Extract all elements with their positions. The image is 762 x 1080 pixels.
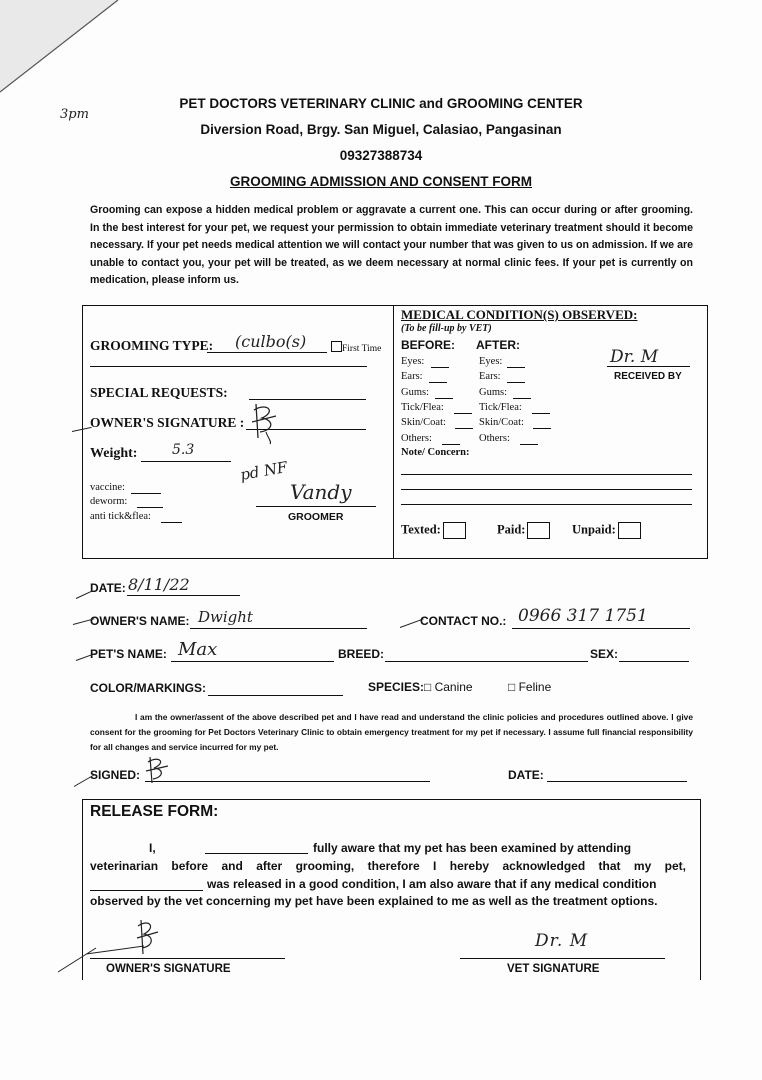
breed-label: BREED: [338,647,385,661]
signed-date-line [547,781,687,782]
groomer-line [256,506,376,507]
texted-checkbox[interactable] [443,522,466,539]
after-item-line[interactable] [513,398,531,399]
medical-condition-subtitle: (To be fill-up by VET) [401,323,492,334]
grooming-type-line [207,352,327,353]
release-line-3: was released in a good condition, I am also aware that if any medical condition [207,877,657,891]
contact-value[interactable]: 0966 317 1751 [518,606,648,626]
paid-option[interactable] [497,522,550,539]
pet-name-label: PET'S NAME: [90,647,167,661]
species-label: SPECIES: [368,680,425,694]
scan-corner-shadow [0,0,120,100]
texted-option[interactable] [401,522,466,539]
groomer-value[interactable]: Vandy [290,480,352,504]
date-value[interactable]: 8/11/22 [128,575,190,594]
note-concern-label: Note/ Concern: [401,447,470,458]
before-item-gums: Gums: [401,386,430,398]
vaccine-label: vaccine: [90,482,125,493]
after-item-others: Others: [479,432,510,444]
after-item-line[interactable] [532,413,550,414]
before-item-line[interactable] [442,444,460,445]
corner-note: 3pm [60,107,89,122]
first-time-checkbox[interactable] [331,341,342,352]
clinic-address: Diversion Road, Brgy. San Miguel, Calasiao, Pangasinan [200,122,562,137]
before-item-tickflea: Tick/Flea: [401,401,444,413]
before-item-ears: Ears: [401,371,423,383]
pet-name-line [171,661,334,662]
clinic-phone: 09327388734 [339,148,423,163]
after-item-ears: Ears: [479,371,501,383]
breed-line [385,661,588,662]
release-line-2: veterinarian before and after grooming, therefore I hereby acknowledged that my pet, [90,859,686,873]
note-line-3 [401,504,692,505]
form-title: GROOMING ADMISSION AND CONSENT FORM [230,174,532,189]
groomer-label: GROOMER [288,511,344,523]
signed-date-label: DATE: [508,768,544,782]
after-item-tickflea: Tick/Flea: [479,401,522,413]
clinic-name: PET DOCTORS VETERINARY CLINIC and GROOMING CENTER [179,96,583,111]
received-by-label: RECEIVED BY [614,371,682,382]
note-line-2 [401,489,692,490]
after-item-skincoat: Skin/Coat: [479,417,524,429]
after-item-line[interactable] [507,367,525,368]
after-label: AFTER: [476,338,520,352]
release-name-line [205,853,308,854]
weight-label: Weight: [90,446,138,461]
intro-paragraph: Grooming can expose a hidden medical problem or aggravate a current one. This can occur during or after grooming. In the best interest for your pet, we request your permission to obtain immediate veterinary treatment should it become necessary. If your pet needs medical attention we will contact your number that was given to us on admission. If we are unable to contact you, your pet will be treated, as we deem necessary at normal clinic fees. If your pet is currently on medication, please inform us. [90,204,693,286]
unpaid-label: Unpaid: [572,522,616,537]
paid-checkbox[interactable] [527,522,550,539]
vaccine-line [131,493,161,494]
unpaid-option[interactable] [572,522,641,539]
color-markings-line [208,695,343,696]
grooming-type-line-2 [90,366,367,367]
release-owner-sig-line [90,958,285,959]
before-item-others: Others: [401,432,432,444]
release-line-1: fully aware that my pet has been examined by attending [313,841,632,855]
first-time-label: First Time [342,344,382,354]
paid-label: Paid: [497,522,526,537]
before-item-eyes: Eyes: [401,356,425,367]
texted-label: Texted: [401,522,441,537]
sex-line [619,661,689,662]
weight-line [141,461,231,462]
contact-line [512,628,690,629]
release-owner-sig-label: OWNER'S SIGNATURE [106,963,231,975]
note-line-1 [401,474,692,475]
before-item-line[interactable] [455,428,473,429]
before-item-line[interactable] [431,367,449,368]
deworm-line [137,507,163,508]
release-vet-sig-line [460,958,665,959]
grooming-type-value[interactable]: (culbo(s) [235,332,307,351]
owner-signature-mark[interactable] [248,398,288,446]
signed-signature-mark[interactable] [144,753,176,787]
anti-tick-label: anti tick&flea: [90,511,151,522]
release-line-4: observed by the vet concerning my pet have been explained to me as well as the treatment options. [90,894,658,908]
medical-condition-title: MEDICAL CONDITION(S) OBSERVED: [401,307,638,322]
before-item-line[interactable] [429,382,447,383]
received-by-line [607,366,690,367]
deworm-label: deworm: [90,496,128,507]
date-line [127,595,240,596]
consent-paragraph: I am the owner/assent of the above described pet and I have read and understand the clinic policies and procedures outlined above. I give consent for the grooming for Pet Doctors Veterinary Clinic to obtain emergency treatment for my pet if necessary. I assume full financial responsibility for all changes and service incurred for my pet. [90,712,693,752]
release-pet-line [90,890,203,891]
box-divider [393,305,394,558]
special-requests-label: SPECIAL REQUESTS: [90,385,228,400]
owners-signature-label: OWNER'S SIGNATURE : [90,415,245,430]
before-item-line[interactable] [454,413,472,414]
grooming-type-label: GROOMING TYPE: [90,338,214,353]
weight-value[interactable]: 5.3 [172,442,195,458]
before-item-line[interactable] [435,398,453,399]
owner-name-label: OWNER'S NAME: [90,614,190,628]
anti-tick-line [161,522,182,523]
date-label: DATE: [90,581,126,595]
after-item-line[interactable] [507,382,525,383]
signed-line [145,781,430,782]
unpaid-checkbox[interactable] [618,522,641,539]
owner-name-value[interactable]: Dwight [198,608,253,626]
color-markings-label: COLOR/MARKINGS: [90,681,206,695]
after-item-eyes: Eyes: [479,356,503,367]
release-form-title: RELEASE FORM: [90,803,219,820]
before-item-skincoat: Skin/Coat: [401,417,446,429]
species-canine-option[interactable]: □ Canine [424,680,473,694]
pet-name-value[interactable]: Max [178,639,218,660]
before-label: BEFORE: [401,338,455,352]
release-vet-sig-label: VET SIGNATURE [507,963,600,975]
contact-label: CONTACT NO.: [420,614,507,628]
release-i-label: I, [149,841,156,855]
after-item-gums: Gums: [479,386,508,398]
release-vet-sig-value[interactable]: Dr. M [535,931,589,951]
owner-name-line [190,628,367,629]
species-feline-option[interactable]: □ Feline [508,680,552,694]
after-item-line[interactable] [520,444,538,445]
sex-label: SEX: [590,647,619,661]
first-time-option[interactable] [331,341,381,354]
signed-label: SIGNED: [90,768,141,782]
after-item-line[interactable] [533,428,551,429]
paid-note: pd NF [238,458,289,484]
received-by-value[interactable]: Dr. M [610,347,659,367]
